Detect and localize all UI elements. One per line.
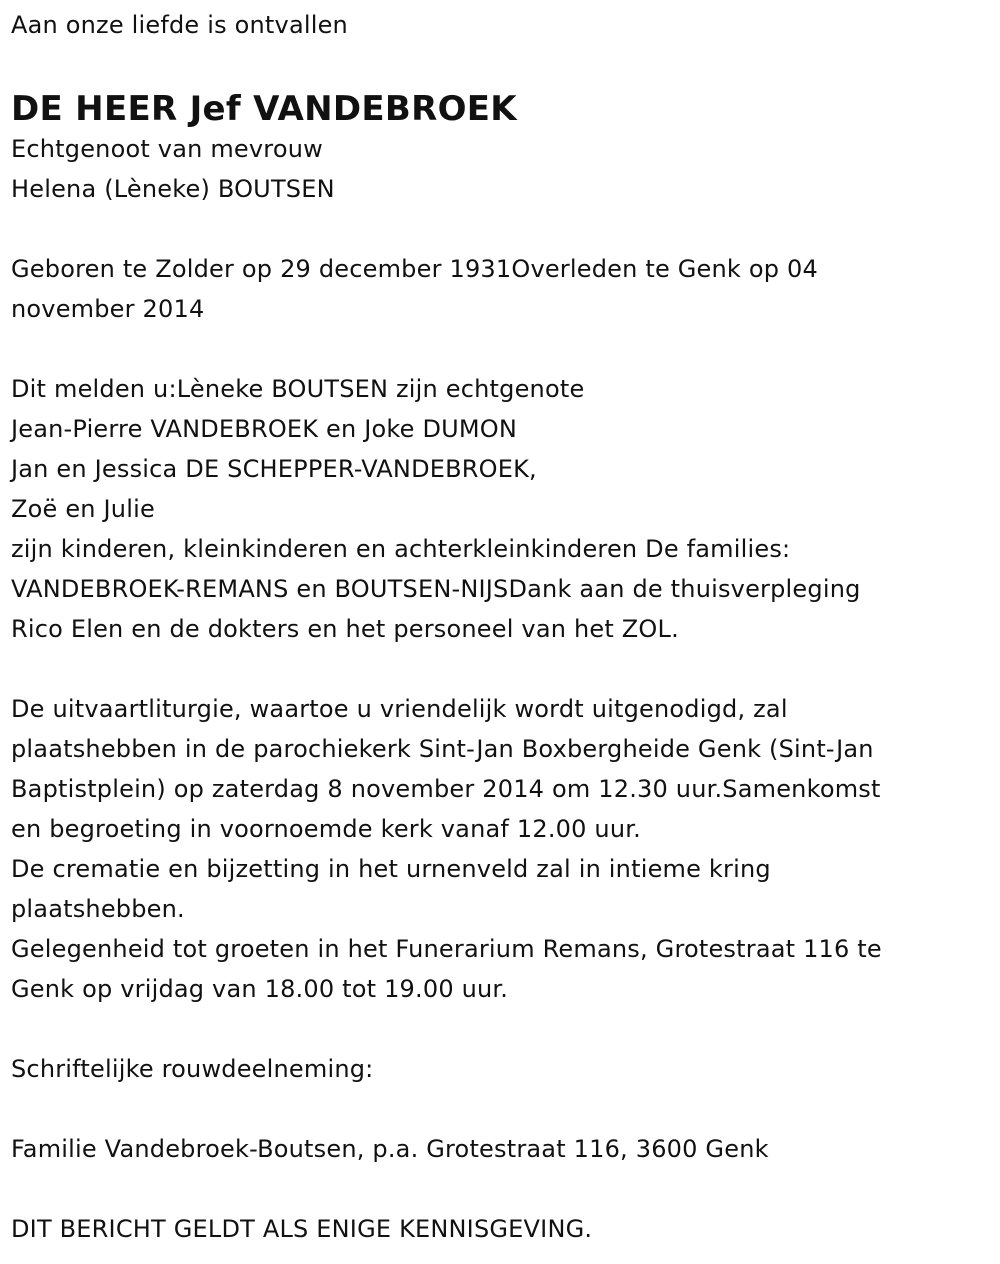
- spacer: [11, 1169, 986, 1209]
- funeral-line: Gelegenheid tot groeten in het Funerarium Remans, Grotestraat 116 te: [11, 935, 882, 963]
- funeral-line: De uitvaartliturgie, waartoe u vriendelijk wordt uitgenodigd, zal: [11, 695, 788, 723]
- spouse-line-1: Echtgenoot van mevrouw: [11, 135, 323, 163]
- announcer-line: Dit melden u:Lèneke BOUTSEN zijn echtgenote: [11, 375, 585, 403]
- funeral-line: en begroeting in voornoemde kerk vanaf 12.00 uur.: [11, 815, 641, 843]
- announcer-line: zijn kinderen, kleinkinderen en achterkleinkinderen De families:: [11, 535, 791, 563]
- spacer: [11, 1089, 986, 1129]
- birth-death-line-1: Geboren te Zolder op 29 december 1931Overleden te Genk op 04: [11, 255, 818, 283]
- announcers-block: [11, 369, 986, 649]
- spacer: [11, 329, 986, 369]
- notice-footer: DIT BERICHT GELDT ALS ENIGE KENNISGEVING.: [11, 1215, 593, 1243]
- spacer: [11, 1009, 986, 1049]
- obituary-notice: [11, 0, 986, 1249]
- funeral-line: plaatshebben.: [11, 895, 185, 923]
- spacer: [11, 649, 986, 689]
- funeral-line: Baptistplein) op zaterdag 8 november 2014 om 12.30 uur.Samenkomst: [11, 775, 881, 803]
- funeral-line: De crematie en bijzetting in het urnenveld zal in intieme kring: [11, 855, 771, 883]
- spacer: [11, 45, 986, 89]
- spacer: [11, 209, 986, 249]
- condolence-label: Schriftelijke rouwdeelneming:: [11, 1055, 374, 1083]
- announcer-line: Rico Elen en de dokters en het personeel van het ZOL.: [11, 615, 679, 643]
- spouse-line-2: Helena (Lèneke) BOUTSEN: [11, 175, 335, 203]
- deceased-name: DE HEER Jef VANDEBROEK: [11, 89, 517, 129]
- condolence-address: Familie Vandebroek-Boutsen, p.a. Grotestraat 116, 3600 Genk: [11, 1135, 769, 1163]
- announcer-line: Jan en Jessica DE SCHEPPER-VANDEBROEK,: [11, 455, 537, 483]
- announcer-line: VANDEBROEK-REMANS en BOUTSEN-NIJSDank aan de thuisverpleging: [11, 575, 861, 603]
- funeral-line: Genk op vrijdag van 18.00 tot 19.00 uur.: [11, 975, 509, 1003]
- announcer-line: Zoë en Julie: [11, 495, 155, 523]
- intro-text: Aan onze liefde is ontvallen: [11, 11, 348, 39]
- birth-death-line-2: november 2014: [11, 295, 205, 323]
- announcer-line: Jean-Pierre VANDEBROEK en Joke DUMON: [11, 415, 518, 443]
- funeral-details-block: [11, 689, 986, 1009]
- funeral-line: plaatshebben in de parochiekerk Sint-Jan Boxbergheide Genk (Sint-Jan: [11, 735, 874, 763]
